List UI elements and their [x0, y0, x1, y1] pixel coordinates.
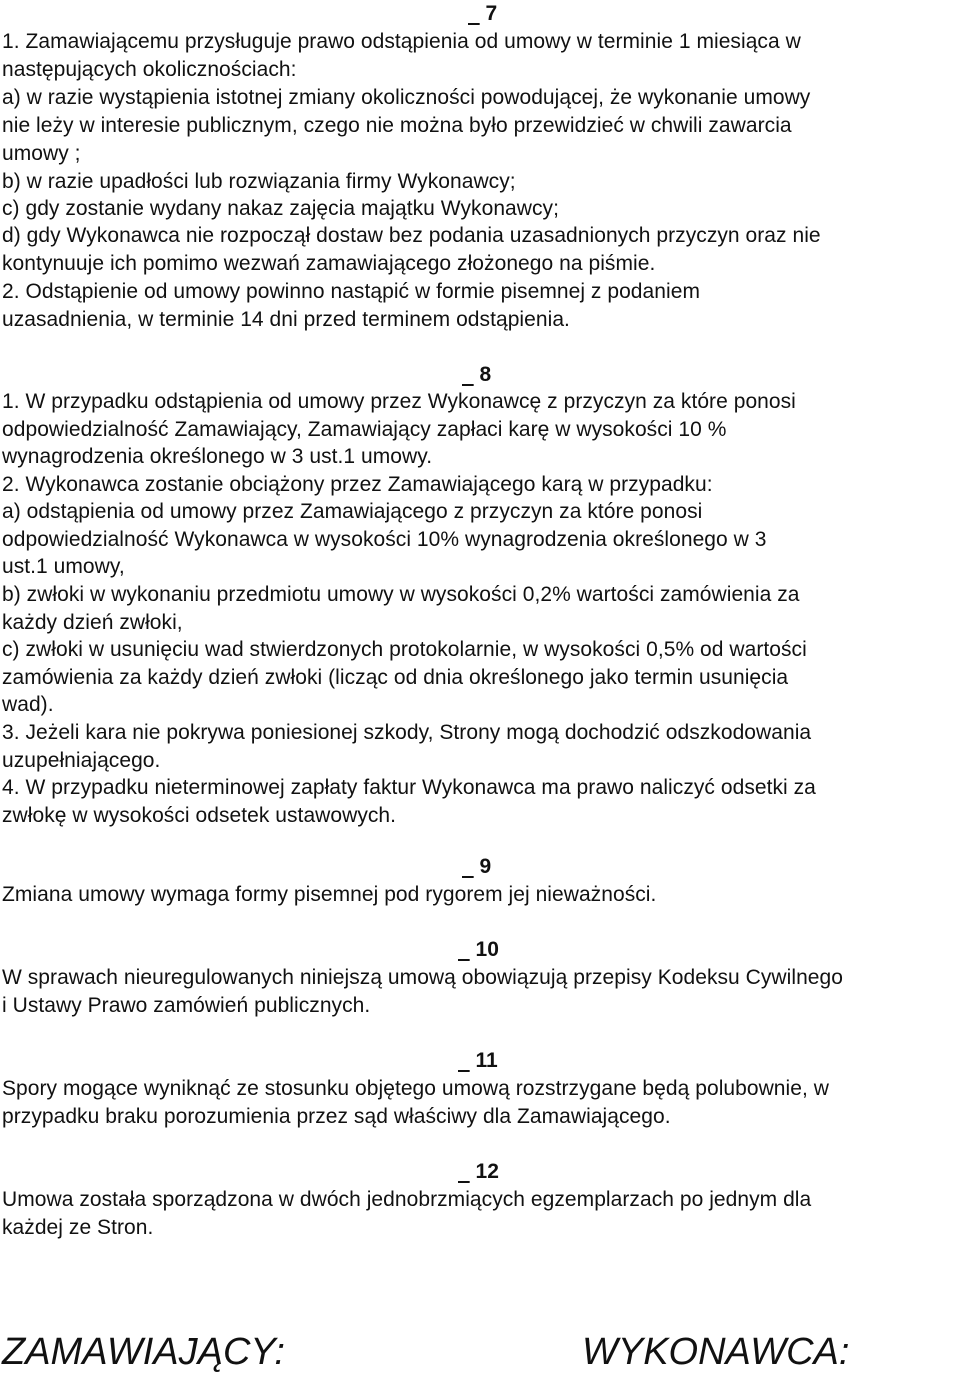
- section-heading-12: 12: [475, 1160, 499, 1183]
- section-8-line: odpowiedzialność Wykonawca w wysokości 10% wynagrodzenia określonego w 3: [2, 528, 767, 551]
- section-7-line: umowy ;: [2, 142, 81, 165]
- section-8-line: c) zwłoki w usunięciu wad stwierdzonych protokolarnie, w wysokości 0,5% od wartości: [2, 638, 807, 661]
- section-8-line: wynagrodzenia określonego w 3 ust.1 umowy.: [2, 445, 433, 468]
- section-7-line: c) gdy zostanie wydany nakaz zajęcia majątku Wykonawcy;: [2, 197, 559, 220]
- section-7-line: 1. Zamawiającemu przysługuje prawo odstąpienia od umowy w terminie 1 miesiąca w: [2, 30, 801, 53]
- section-9-line: Zmiana umowy wymaga formy pisemnej pod rygorem jej nieważności.: [2, 883, 657, 906]
- signature-label-zamawiajacy: ZAMAWIAJĄCY:: [2, 1331, 285, 1373]
- section-heading-10: 10: [475, 938, 499, 961]
- section-7-line: d) gdy Wykonawca nie rozpoczął dostaw bez podania uzasadnionych przyczyn oraz nie: [2, 224, 821, 247]
- section-8-line: b) zwłoki w wykonaniu przedmiotu umowy w wysokości 0,2% wartości zamówienia za: [2, 583, 800, 606]
- section-7-line: nie leży w interesie publicznym, czego nie można było przewidzieć w chwili zawarcia: [2, 114, 792, 137]
- section-8-line: a) odstąpienia od umowy przez Zamawiającego z przyczyn za które ponosi: [2, 500, 703, 523]
- section-11-line: przypadku braku porozumienia przez sąd właściwy dla Zamawiającego.: [2, 1105, 671, 1128]
- section-8-line: każdy dzień zwłoki,: [2, 611, 183, 634]
- section-8-line: odpowiedzialność Zamawiający, Zamawiający zapłaci karę w wysokości 10 %: [2, 418, 727, 441]
- section-heading-7: 7: [485, 2, 498, 25]
- section-12-line: Umowa została sporządzona w dwóch jednobrzmiących egzemplarzach po jednym dla: [2, 1188, 812, 1211]
- section-8-line: 1. W przypadku odstąpienia od umowy przez Wykonawcę z przyczyn za które ponosi: [2, 390, 796, 413]
- section-8-line: 4. W przypadku nieterminowej zapłaty faktur Wykonawca ma prawo naliczyć odsetki za: [2, 776, 816, 799]
- section-7-line: kontynuuje ich pomimo wezwań zamawiającego złożonego na piśmie.: [2, 252, 656, 275]
- section-8-line: 3. Jeżeli kara nie pokrywa poniesionej szkody, Strony mogą dochodzić odszkodowania: [2, 721, 812, 744]
- section-heading-11: 11: [475, 1049, 498, 1072]
- section-10-line: W sprawach nieuregulowanych niniejszą umową obowiązują przepisy Kodeksu Cywilnego: [2, 966, 843, 989]
- section-8-line: ust.1 umowy,: [2, 555, 125, 578]
- section-8-line: zamówienia za każdy dzień zwłoki (licząc od dnia określonego jako termin usunięcia: [2, 666, 789, 689]
- section-7-line: uzasadnienia, w terminie 14 dni przed terminem odstąpienia.: [2, 308, 570, 331]
- section-8-line: uzupełniającego.: [2, 749, 161, 772]
- section-12-line: każdej ze Stron.: [2, 1216, 154, 1239]
- section-8-line: 2. Wykonawca zostanie obciążony przez Zamawiającego karą w przypadku:: [2, 473, 713, 496]
- section-7-line: a) w razie wystąpienia istotnej zmiany okoliczności powodującej, że wykonanie umowy: [2, 86, 811, 109]
- section-7-line: 2. Odstąpienie od umowy powinno nastąpić w formie pisemnej z podaniem: [2, 280, 700, 303]
- section-heading-9: 9: [479, 855, 492, 878]
- section-8-line: wad).: [2, 693, 54, 716]
- section-7-line: b) w razie upadłości lub rozwiązania firmy Wykonawcy;: [2, 170, 516, 193]
- section-8-line: zwłokę w wysokości odsetek ustawowych.: [2, 804, 397, 827]
- signature-label-wykonawca: WYKONAWCA:: [582, 1331, 850, 1373]
- section-11-line: Spory mogące wyniknąć ze stosunku objętego umową rozstrzygane będą polubownie, w: [2, 1077, 829, 1100]
- section-heading-8: 8: [479, 363, 492, 386]
- section-10-line: i Ustawy Prawo zamówień publicznych.: [2, 994, 371, 1017]
- section-7-line: następujących okolicznościach:: [2, 58, 297, 81]
